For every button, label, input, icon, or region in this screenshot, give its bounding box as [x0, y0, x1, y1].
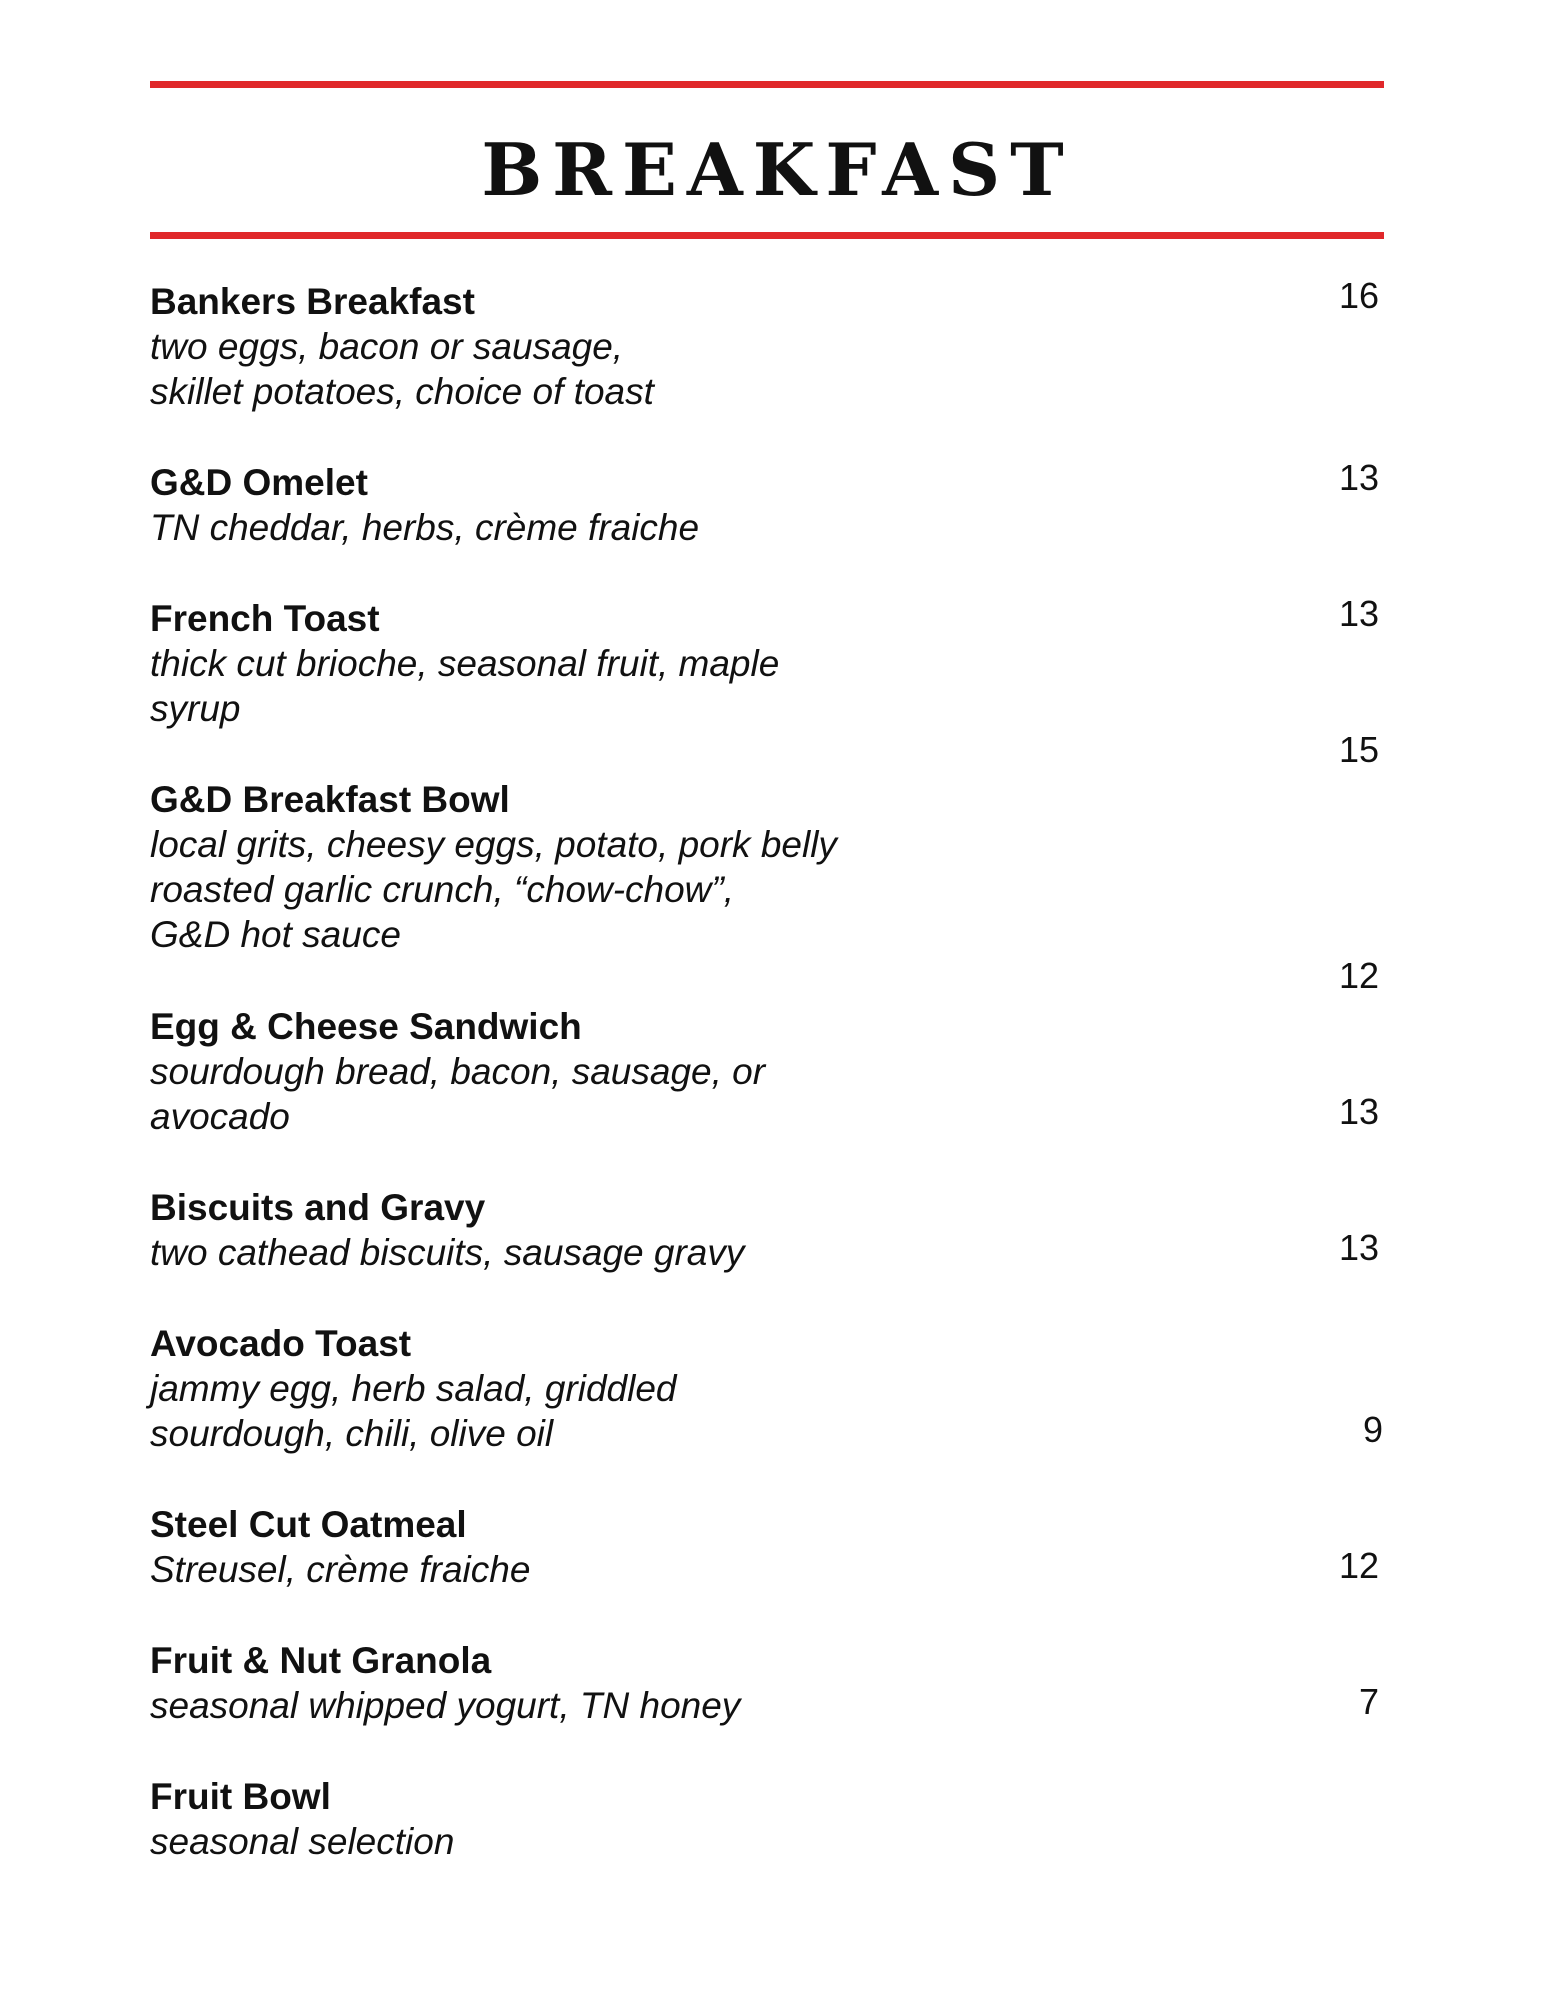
item-description: seasonal whipped yogurt, TN honey [150, 1685, 741, 1726]
price-fruit-nut-granola: 12 [1338, 1545, 1379, 1586]
top-red-rule [150, 81, 1384, 88]
menu-item-gd-omelet [150, 460, 1050, 550]
item-name: Fruit & Nut Granola [150, 1640, 492, 1681]
item-name: Bankers Breakfast [150, 281, 475, 322]
price-french-toast: 13 [1338, 593, 1379, 634]
menu-title: BREAKFAST [481, 127, 1074, 212]
menu-item-fruit-nut-granola [150, 1638, 1050, 1728]
menu-item-fruit-bowl [150, 1774, 1050, 1864]
item-description: thick cut brioche, seasonal fruit, maple syrup [150, 643, 780, 729]
item-name: French Toast [150, 598, 380, 639]
item-description: two cathead biscuits, sausage gravy [150, 1232, 745, 1273]
item-name: G&D Breakfast Bowl [150, 779, 510, 820]
item-name: Steel Cut Oatmeal [150, 1504, 467, 1545]
price-gd-breakfast-bowl: 15 [1338, 729, 1379, 770]
menu-item-bankers-breakfast [150, 279, 1050, 414]
item-description: local grits, cheesy eggs, potato, pork belly roasted garlic crunch, “chow-chow”, G&D hot sauce [150, 824, 837, 955]
price-fruit-bowl: 7 [1358, 1681, 1379, 1722]
item-name: Biscuits and Gravy [150, 1187, 486, 1228]
price-egg-cheese-sandwich: 12 [1338, 955, 1379, 996]
menu-item-biscuits-and-gravy [150, 1185, 1050, 1275]
price-biscuits-and-gravy: 13 [1338, 1091, 1379, 1132]
item-name: Egg & Cheese Sandwich [150, 1006, 582, 1047]
item-name: G&D Omelet [150, 462, 368, 503]
menu-item-french-toast [150, 596, 1050, 731]
item-description: TN cheddar, herbs, crème fraiche [150, 507, 700, 548]
item-description: jammy egg, herb salad, griddled sourdough, chili, olive oil [150, 1368, 677, 1454]
item-name: Avocado Toast [150, 1323, 412, 1364]
menu-item-steel-cut-oatmeal [150, 1502, 1050, 1592]
item-description: two eggs, bacon or sausage, skillet potatoes, choice of toast [150, 326, 654, 412]
item-name: Fruit Bowl [150, 1776, 331, 1817]
item-description: Streusel, crème fraiche [150, 1549, 531, 1590]
menu-item-avocado-toast [150, 1321, 1050, 1456]
price-gd-omelet: 13 [1338, 457, 1379, 498]
bottom-red-rule [150, 232, 1384, 239]
menu-item-egg-cheese-sandwich [150, 1004, 1050, 1139]
price-steel-cut-oatmeal: 9 [1362, 1409, 1383, 1450]
menu-item-gd-breakfast-bowl [150, 777, 1050, 957]
price-avocado-toast: 13 [1338, 1227, 1379, 1268]
item-description: sourdough bread, bacon, sausage, or avocado [150, 1051, 766, 1137]
price-bankers-breakfast: 16 [1338, 275, 1379, 316]
item-description: seasonal selection [150, 1821, 455, 1862]
